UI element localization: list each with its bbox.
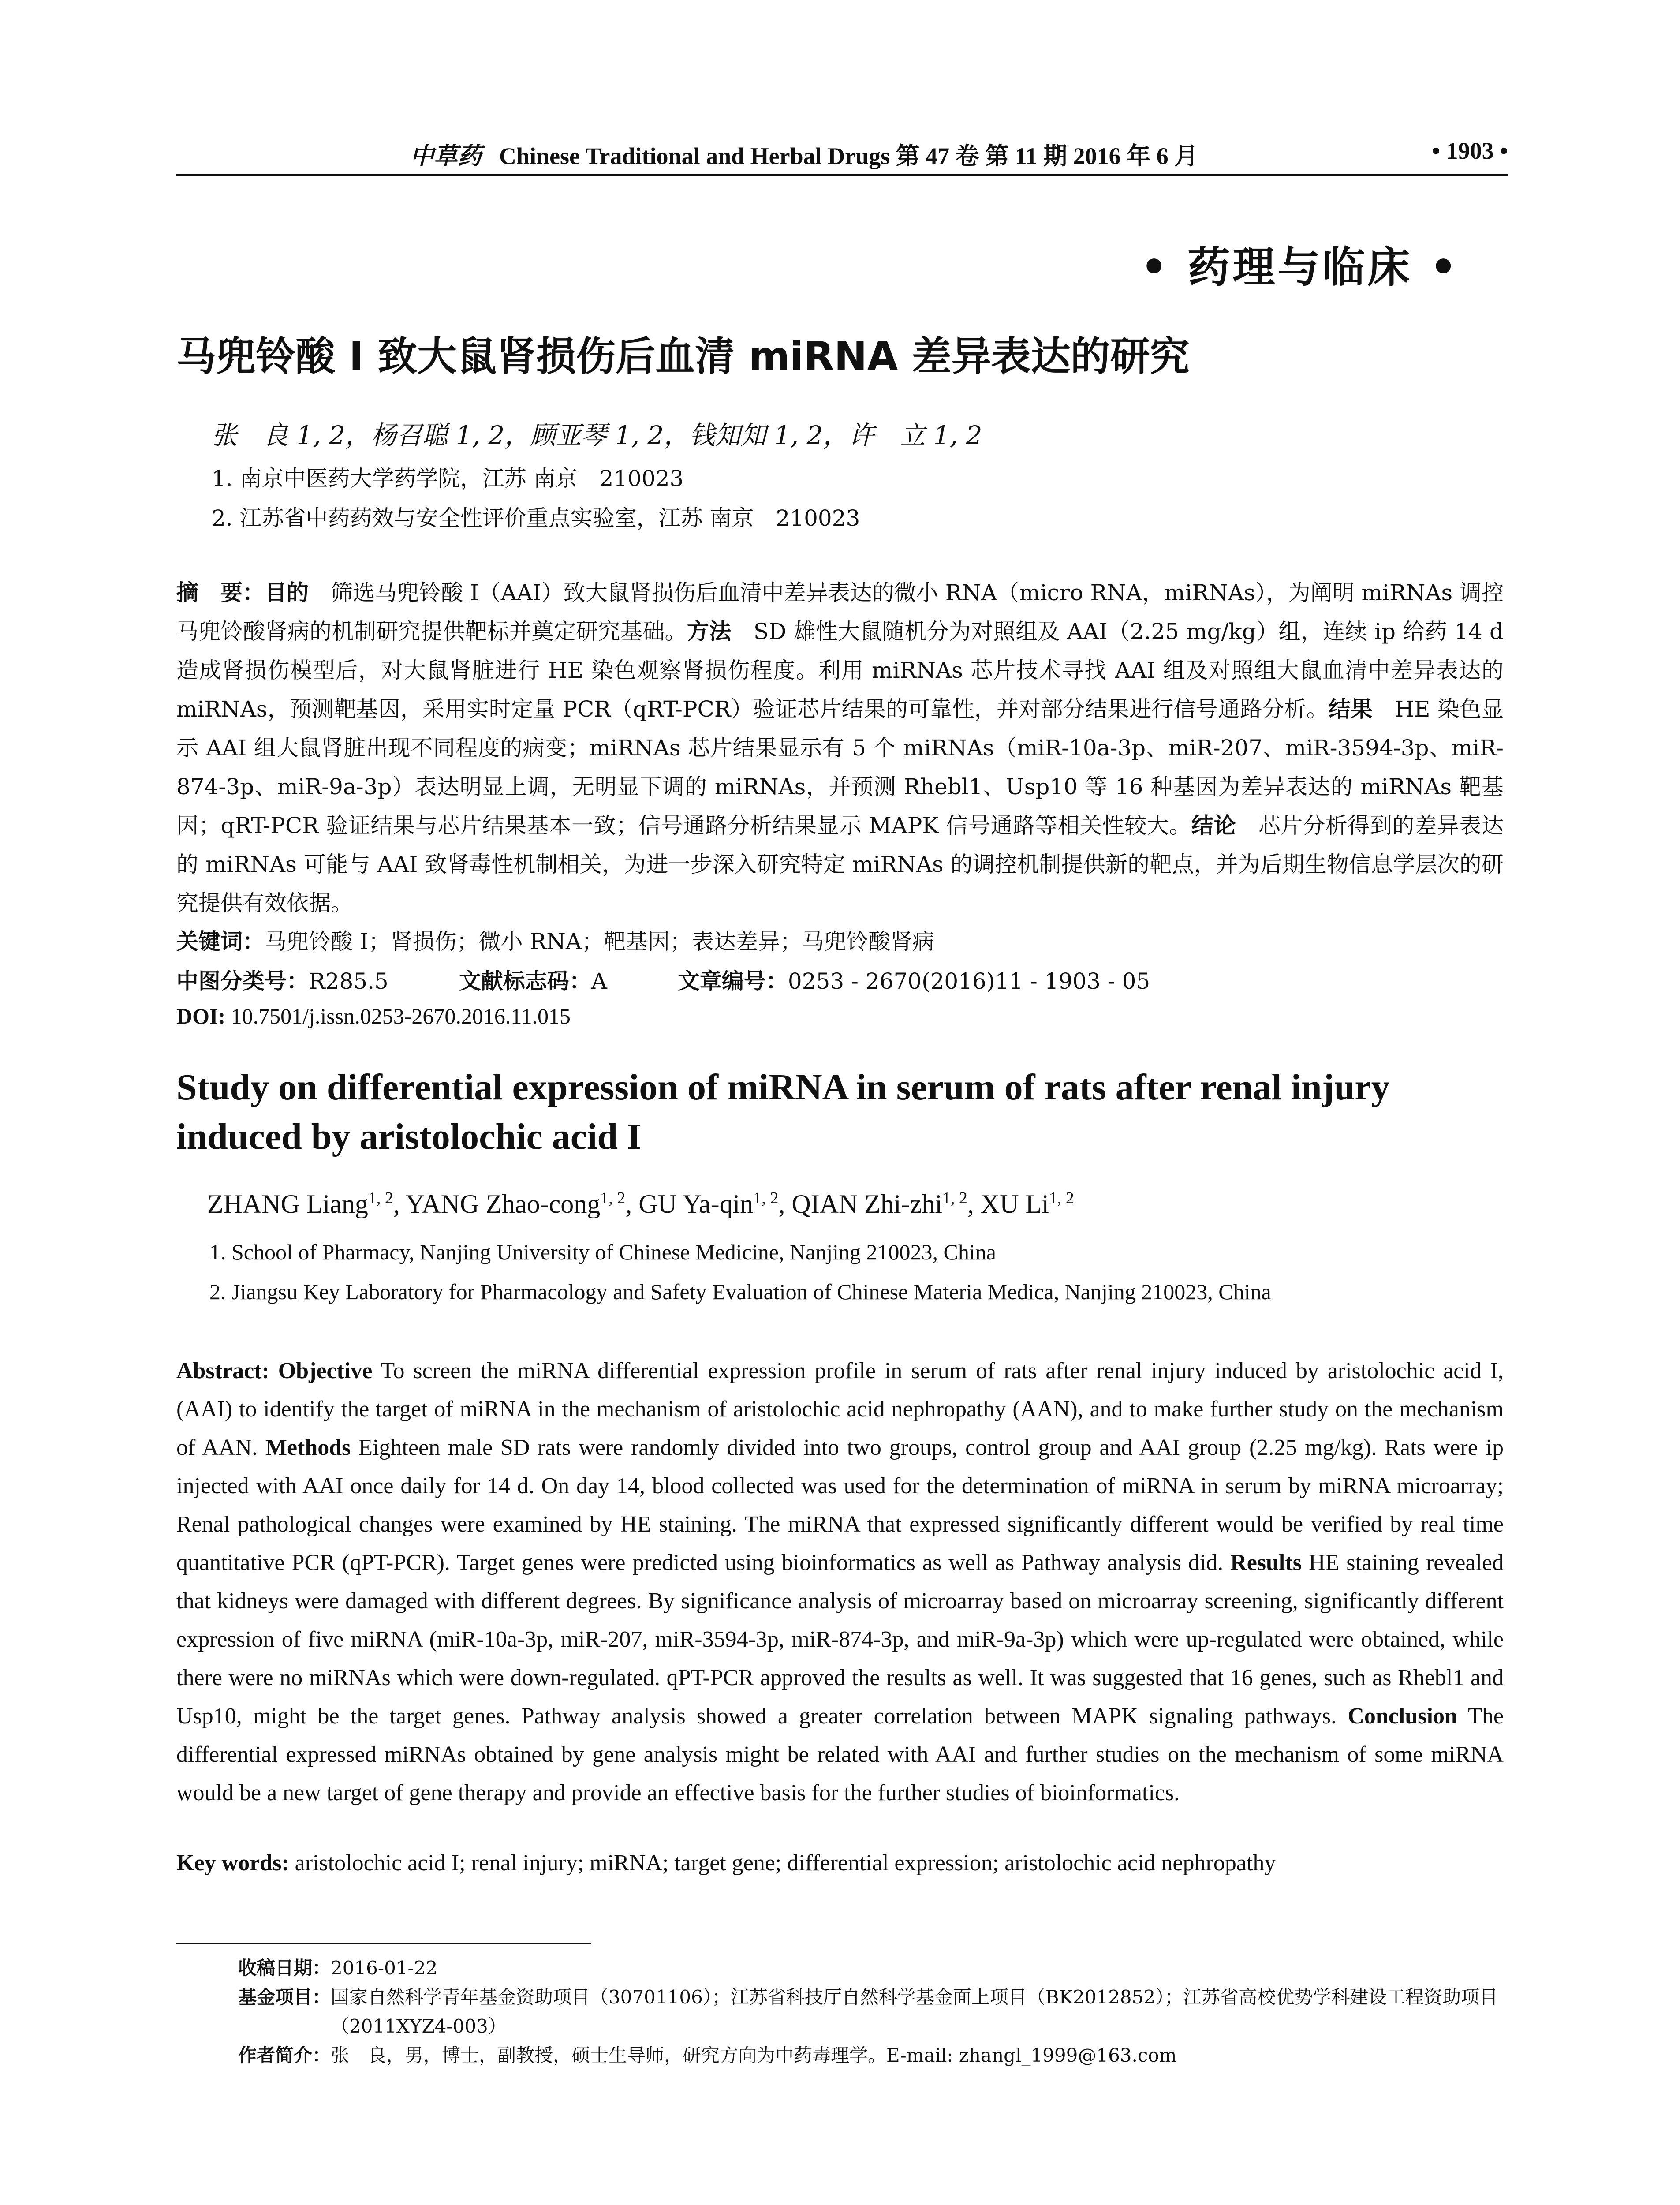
clc-label: 中图分类号： — [176, 968, 309, 994]
en-title: Study on differential expression of miRNA in serum of rats after renal injury induced by aristolochic acid I — [176, 1067, 1390, 1157]
doc-code-value: A — [591, 968, 607, 994]
en-author-sup: 1, 2 — [942, 1189, 967, 1207]
en-methods: Eighteen male SD rats were randomly divided into two groups, control group and AAI group (2.25 mg/kg). Rats were ip injected with AAI once daily for 14 d. On day 14, blood collected was used for the determination of miRNA in serum by miRNA microarray; Renal pathological changes were examined by HE staining. The miRNA that expressed significantly different would be verified by real time quantitative PCR (qPT-PCR). Target genes were predicted using bioinformatics as well as Pathway analysis did. — [176, 1435, 1504, 1575]
article-no-value: 0253 - 2670(2016)11 - 1903 - 05 — [788, 968, 1150, 994]
cn-classification — [176, 964, 1504, 995]
cn-title: 马兜铃酸 I 致大鼠肾损伤后血清 miRNA 差异表达的研究 — [176, 333, 1190, 380]
en-objective: To screen the miRNA differential expression profile in serum of rats after renal injury induced by aristolochic acid I, (AAI) to identify the target of miRNA in the mechanism of aristolochic acid nephropathy (AAN), and to make further study on the mechanism of AAN. — [176, 1358, 1504, 1460]
cn-results-label: 结果 — [1328, 696, 1373, 722]
en-objective-label: Abstract: Objective — [176, 1358, 373, 1383]
en-affiliation-2: 2. Jiangsu Key Laboratory for Pharmacology and Safety Evaluation of Chinese Materia Medica, Nanjing 210023, China — [209, 1279, 1271, 1304]
clc-value: R285.5 — [309, 968, 388, 994]
cn-conclusion-label: 结论 — [1191, 813, 1236, 838]
cn-objective: 筛选马兜铃酸 I（AAI）致大鼠肾损伤后血清中差异表达的微小 RNA（micro RNA，miRNAs），为阐明 miRNAs 调控马兜铃酸肾病的机制研究提供靶标并奠定研究基础。 — [176, 580, 1504, 644]
en-affiliation-1: 1. School of Pharmacy, Nanjing University of Chinese Medicine, Nanjing 210023, China — [209, 1240, 996, 1264]
section-label: • 药理与临床 • — [1140, 242, 1460, 292]
cn-abstract — [176, 573, 1504, 923]
doi — [176, 1003, 1504, 1029]
footnote-text: 张 良，男，博士，副教授，硕士生导师，研究方向为中药毒理学。E-mail: zhangl_1999@163.com — [331, 2044, 1177, 2066]
cn-keywords-label: 关键词： — [176, 929, 265, 954]
page-number: • 1903 • — [1432, 138, 1508, 164]
doi-value: 10.7501/j.issn.0253-2670.2016.11.015 — [225, 1004, 571, 1028]
journal-info — [410, 137, 1198, 171]
footnote-received — [238, 1954, 1508, 1983]
en-methods-label: Methods — [265, 1435, 351, 1460]
en-results-label: Results — [1230, 1550, 1302, 1575]
en-author-sup: 1, 2 — [753, 1189, 779, 1207]
footnote-text: 2016-01-22 — [331, 1957, 438, 1979]
running-header — [176, 135, 1508, 176]
en-author: QIAN Zhi-zhi — [791, 1189, 942, 1218]
en-keywords-text: aristolochic acid I; renal injury; miRNA; target gene; differential expression; aristolochic acid nephropathy — [289, 1850, 1276, 1876]
cn-results: HE 染色显示 AAI 组大鼠肾脏出现不同程度的病变；miRNAs 芯片结果显示有 5 个 miRNAs（miR-10a-3p、miR-207、miR-3594-3p、miR-874-3p、miR-9a-3p）表达明显上调，无明显下调的 miRNAs，并预测 Rhebl1、Usp10 等 16 种基因为差异表达的 miRNAs 靶基因；qRT-PCR 验证结果与芯片结果基本一致；信号通路分析结果显示 MAPK 信号通路等相关性较大。 — [176, 696, 1504, 838]
en-author: GU Ya-qin — [638, 1189, 754, 1218]
footnote-label: 收稿日期： — [238, 1957, 331, 1979]
footnote-label: 作者简介： — [238, 2044, 331, 2066]
footnote-divider — [176, 1943, 591, 1944]
doc-code-label: 文献标志码： — [459, 968, 591, 994]
cn-authors: 张 良 1, 2，杨召聪 1, 2，顾亚琴 1, 2，钱知知 1, 2，许 立 1, 2 — [212, 420, 982, 450]
en-keywords-label: Key words: — [176, 1850, 289, 1876]
cn-affiliation-2: 2. 江苏省中药药效与安全性评价重点实验室，江苏 南京 210023 — [212, 505, 860, 531]
footnotes — [238, 1954, 1508, 2070]
cn-keywords-text: 马兜铃酸 I；肾损伤；微小 RNA；靶基因；表达差异；马兜铃酸肾病 — [265, 929, 935, 954]
journal-logo-cn: 中草药 — [410, 142, 482, 170]
cn-abstract-label: 摘 要： — [176, 580, 265, 605]
cn-objective-label: 目的 — [265, 580, 309, 605]
en-abstract — [176, 1352, 1504, 1812]
en-author-sup: 1, 2 — [368, 1189, 393, 1207]
footnote-author-bio — [238, 2041, 1508, 2070]
footnote-text: 国家自然科学青年基金资助项目（30701106）；江苏省科技厅自然科学基金面上项目（BK2012852）；江苏省高校优势学科建设工程资助项目（2011XYZ4-003） — [331, 1986, 1498, 2037]
en-author-sup: 1, 2 — [600, 1189, 626, 1207]
journal-issue: Chinese Traditional and Herbal Drugs 第 47 卷 第 11 期 2016 年 6 月 — [499, 143, 1198, 169]
en-results: HE staining revealed that kidneys were damaged with different degrees. By significance analysis of microarray based on microarray screening, significantly different expression of five miRNA (miR-10a-3p, miR-207, miR-3594-3p, miR-874-3p, and miR-9a-3p) which were up-regulated were obtained, while there were no miRNAs which were down-regulated. qPT-PCR approved the results as well. It was suggested that 16 genes, such as Rhebl1 and Usp10, might be the target genes. Pathway analysis showed a greater correlation between MAPK signaling pathways. — [176, 1550, 1504, 1729]
cn-methods: SD 雄性大鼠随机分为对照组及 AAI（2.25 mg/kg）组，连续 ip 给药 14 d 造成肾损伤模型后，对大鼠肾脏进行 HE 染色观察肾损伤程度。利用 miRNAs 芯片技术寻找 AAI 组及对照组大鼠血清中差异表达的 miRNAs，预测靶基因，采用实时定量 PCR（qRT-PCR）验证芯片结果的可靠性，并对部分结果进行信号通路分析。 — [176, 619, 1504, 722]
footnote-funding — [238, 1983, 1508, 2041]
en-conclusion: The differential expressed miRNAs obtained by gene analysis might be related with AAI and further studies on the mechanism of some miRNA would be a new target of gene therapy and provide an effective basis for the further studies of bioinformatics. — [176, 1704, 1504, 1805]
en-keywords — [176, 1850, 1504, 1876]
en-author: XU Li — [980, 1189, 1049, 1218]
cn-methods-label: 方法 — [687, 619, 732, 644]
doi-label: DOI: — [176, 1004, 226, 1028]
footnote-label: 基金项目： — [238, 1986, 331, 2008]
en-conclusion-label: Conclusion — [1348, 1704, 1457, 1729]
cn-keywords — [176, 924, 1504, 956]
cn-affiliation-1: 1. 南京中医药大学药学院，江苏 南京 210023 — [212, 466, 684, 491]
article-no-label: 文章编号： — [677, 968, 788, 994]
en-author: YANG Zhao-cong — [405, 1189, 601, 1218]
cn-conclusion: 芯片分析得到的差异表达的 miRNAs 可能与 AAI 致肾毒性机制相关，为进一步深入研究特定 miRNAs 的调控机制提供新的靶点，并为后期生物信息学层次的研究提供有效依据。 — [176, 813, 1504, 916]
en-authors: ZHANG Liang$^{1, 2}$, YANG Zhao-cong$^{1, 2}$, GU Ya-qin$^{1, 2}$, QIAN Zhi-zhi$^{1, 2}$, XU Li$^{1, 2}$ — [207, 1189, 1074, 1218]
en-author: ZHANG Liang — [207, 1189, 368, 1218]
en-author-sup: 1, 2 — [1049, 1189, 1074, 1207]
